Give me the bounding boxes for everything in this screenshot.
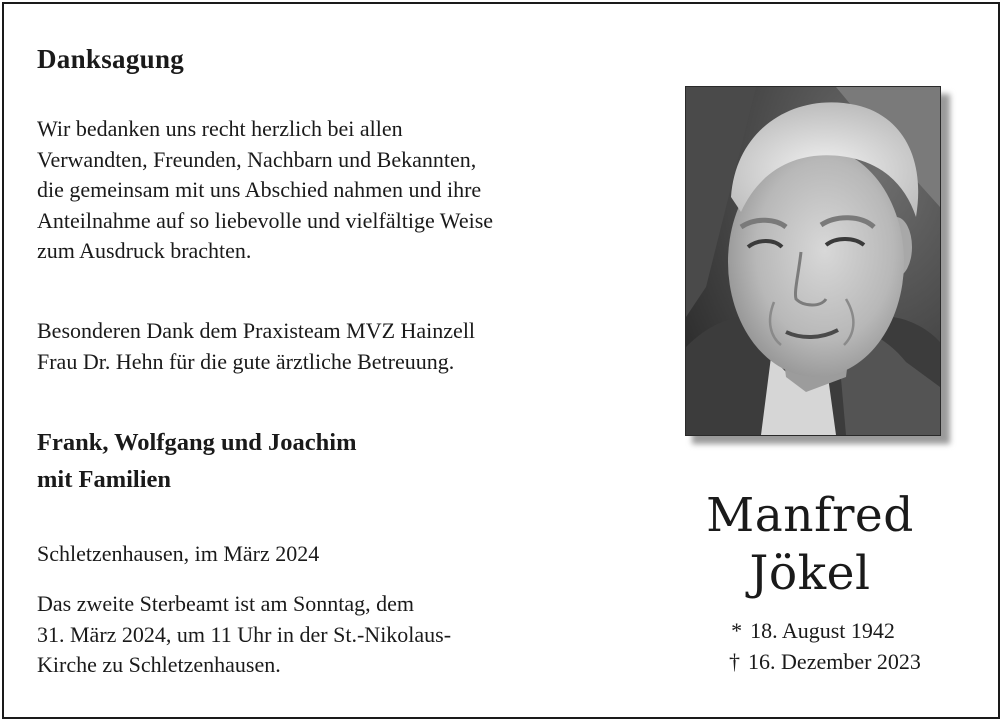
thanks-paragraph xyxy=(37,114,493,267)
notice-heading: Danksagung xyxy=(37,44,185,74)
portrait-image xyxy=(686,87,940,435)
thanks-line: zum Ausdruck brachten. xyxy=(37,238,252,263)
announcement-line: 31. März 2024, um 11 Uhr in der St.-Nikolaus- xyxy=(37,621,452,647)
deceased-first-name: Manfred xyxy=(706,488,914,543)
death-date: 16. Dezember 2023 xyxy=(748,649,921,674)
special-thanks-line: Besonderen Dank dem Praxisteam MVZ Hainzell xyxy=(37,318,476,343)
signer-families: mit Familien xyxy=(37,466,172,493)
signers xyxy=(37,424,356,498)
birth-date: 18. August 1942 xyxy=(750,618,895,643)
deceased-last-name: Jökel xyxy=(749,546,871,601)
death-date-line xyxy=(660,649,990,675)
thanks-line: Wir bedanken uns recht herzlich bei allen xyxy=(37,116,403,141)
portrait-photo xyxy=(685,86,941,436)
death-cross-icon: † xyxy=(729,649,741,674)
place-and-date: Schletzenhausen, im März 2024 xyxy=(37,541,320,566)
thanks-line: Verwandten, Freunden, Nachbarn und Bekannten, xyxy=(37,146,477,172)
mass-announcement xyxy=(37,589,451,681)
birth-date-line xyxy=(648,618,978,644)
special-thanks-line: Frau Dr. Hehn für die gute ärztliche Betreuung. xyxy=(37,348,455,374)
thanks-line: die gemeinsam mit uns Abschied nahmen und ihre xyxy=(37,177,482,202)
announcement-line: Das zweite Sterbeamt ist am Sonntag, dem xyxy=(37,591,414,616)
announcement-line: Kirche zu Schletzenhausen. xyxy=(37,652,281,677)
thanks-line: Anteilnahme auf so liebevolle und vielfältige Weise xyxy=(37,207,494,233)
signer-names: Frank, Wolfgang und Joachim xyxy=(37,429,357,456)
birth-star-icon: * xyxy=(731,618,743,643)
special-thanks-paragraph xyxy=(37,316,475,377)
